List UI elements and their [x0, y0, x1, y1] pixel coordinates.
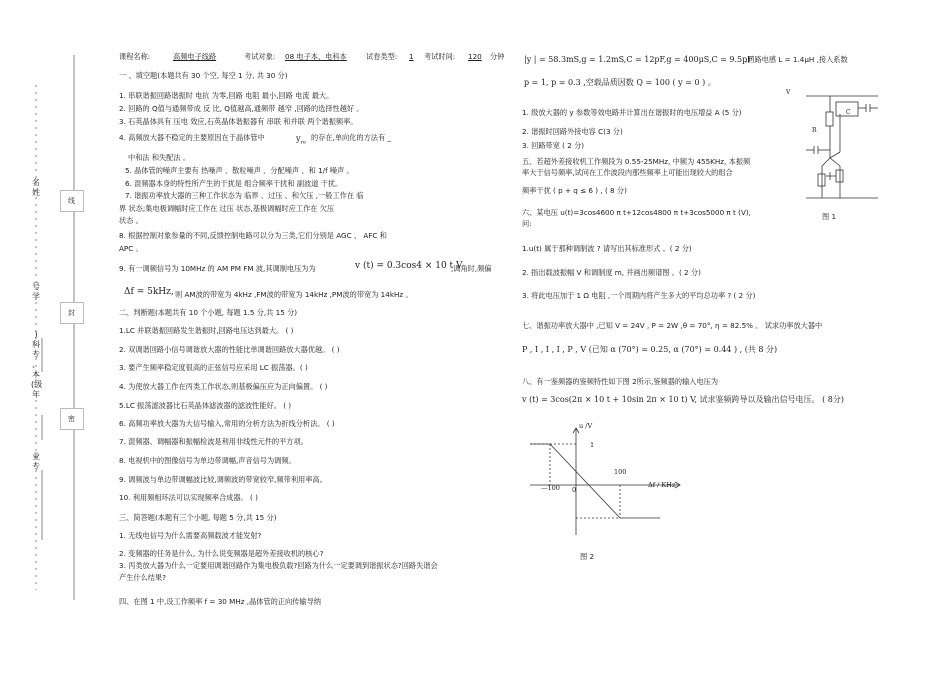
fig2-y-axis-label: u /V	[579, 422, 593, 430]
sec5-line-b: 率大于信号频率,试问在工作波段内那些频率上可能出现较大的组合	[522, 168, 733, 177]
fill-q1: 1. 串联谐振回路谐振时 电抗 为零,回路 电阻 最小,回路 电流 最大。	[119, 91, 334, 100]
sec6-q2: 2. 指出载波振幅 V 和调制度 m, 并画出频谱图 。( 2 分)	[522, 268, 701, 277]
section4-title: 四、在图 1 中,设工作频率 f = 30 MHz ,晶体管的正向传输导纳	[119, 597, 321, 606]
short-q1: 1. 无线电信号为什么需要高频载波才能发射?	[119, 531, 262, 540]
binding-seal-marker: 封	[60, 302, 84, 324]
judge-2: 2. 双调谐回路小信号调谐放大器的性能比单调谐回路放大器优越。 ( )	[119, 345, 340, 354]
short-q3a: 3. 丙类放大器为什么一定要用调谐回路作为集电极负载?回路为什么一定要调到谐振状态?回路失谐会	[119, 561, 438, 570]
fill-q9e: 则 AM波的带宽为 4kHz ,FM波的带宽为 14kHz ,PM波的带宽为 14kHz 。	[175, 290, 413, 299]
fig2-tick-0: 0	[572, 486, 577, 494]
judge-10: 10. 利用频相环法可以实现频率合成器。 ( )	[119, 493, 258, 502]
time-unit: 分钟	[490, 52, 505, 61]
fill-q7b: 界 状态;集电极调幅时应工作在 过压 状态,基极调幅时应工作在 欠压	[119, 204, 335, 213]
sec6-line-b: 问:	[522, 219, 532, 228]
sec4-q1: 1. 级放大器的 y 参数等效电路并计算出在谐振时的电压增益 A (5 分)	[522, 108, 742, 117]
fill-q9-formula: v (t) = 0.3cos4 × 10 t V	[355, 261, 463, 271]
section3-title: 三、简答题(本题有三个小题, 每题 5 分,共 15 分)	[119, 513, 277, 522]
sec6-line-a: 六、某电压 u(t)=3cos4600 π t+12cos4800 π t+3cos5000 π t (V),	[522, 208, 751, 217]
judge-8: 8. 电视机中的图像信号为单边带调幅,声音信号为调频。	[119, 456, 296, 465]
sec5-line-c: 频率干扰 ( p + q ≤ 6 ) , ( 8 分)	[522, 186, 627, 195]
type-label: 试卷类型:	[366, 52, 398, 61]
type-value: 1	[409, 52, 414, 61]
name-field-label: 名 姓	[32, 178, 40, 197]
fill-q4c: 中和法 和失配法 。	[128, 153, 191, 162]
sec7-line-b: P , I , I , I , P , V (已知 α (70°) = 0.25, α (70°) = 0.44 ) , (共 8 分)	[522, 345, 778, 354]
fill-q4a: 4. 高频放大器不稳定的主要原因在于晶体管中	[119, 133, 265, 142]
judge-5: 5.LC 振荡滤波器比石英晶体滤波器的滤波性能好。 ( )	[119, 401, 292, 410]
sec8-line-a: 八、有一鉴频器的鉴频特性如下图 2所示,鉴频器的输入电压为	[522, 377, 719, 386]
judge-1: 1.LC 并联谐振回路发生谐振时,回路电压达到最大。 ( )	[119, 326, 294, 335]
student-id-label: 号学	[32, 282, 40, 301]
fig1-c-label: C	[846, 109, 851, 116]
fill-q4b: 的存在,单向化的方法有 _	[311, 133, 392, 142]
fig2-x-axis-label: Δf / KHz	[648, 481, 676, 489]
target-label: 考试对象:	[244, 52, 276, 61]
course-value: 高频电子线路	[173, 52, 217, 61]
judge-4: 4. 为使放大器工作在丙类工作状态,则基极偏压应为正向偏置。 ( )	[119, 382, 328, 391]
judge-6: 6. 高频功率放大器为大信号输入,常用的分析方法为折线分析法。 ( )	[119, 419, 335, 428]
fill-q2: 2. 回路的 Q值与通频带成 反 比, Q值越高,通频带 越窄 ,回路的选择性越好 。	[119, 104, 364, 113]
figure-2-caption: 图 2	[580, 552, 595, 561]
fig2-tick-minus100: —100	[541, 484, 560, 492]
param-line-2: p = 1, p = 0.3 ,空载品质因数 Q = 100 ( y = 0 ) 。	[524, 78, 716, 87]
fill-q8a: 8. 根据控制对象参量的不同,反馈控制电路可以分为三类,它们分别是 AGC 、 AFC 和	[119, 231, 387, 240]
fig2-tick-1: 1	[590, 441, 595, 449]
yre-symbol: $y_{re}$	[296, 134, 306, 146]
sec4-q3: 3. 回路带宽 ( 2 分)	[522, 141, 585, 150]
sec5-line-a: 五、若超外差接收机工作频段为 0.55-25MHz, 中频为 455KHz, 本振频	[522, 157, 751, 166]
section1-title: 一 、填空题(本题共有 30 个空, 每空 1 分, 共 30 分)	[119, 71, 288, 80]
fig1-vcc-label: V	[786, 89, 791, 96]
judge-7: 7. 混频器、调幅器和振幅检波是利用非线性元件的平方项。	[119, 437, 308, 446]
figure-1-circuit	[796, 88, 888, 208]
fill-q7c: 状态 。	[119, 216, 143, 225]
figure-2-chart	[520, 420, 690, 540]
major-label: 业专	[32, 452, 40, 471]
param-line-1: |y | = 58.3mS,g = 1.2mS,C = 12pF,g = 400μS,C = 9.5pF	[524, 55, 753, 64]
judge-9: 9. 调频波与单边带调幅波比较,调频波的带宽较窄,频带利用率高。	[119, 475, 327, 484]
fig1-r-label: R	[812, 127, 817, 134]
fill-q9-deviation: Δf = 5kHz,	[124, 287, 174, 297]
section2-title: 二、判断题(本题共有 10 个小题, 每题 1.5 分,共 15 分)	[119, 308, 298, 317]
short-q3b: 产生什么结果?	[119, 573, 166, 582]
fill-q6: 6. 混频器本身的特性所产生的干扰是 组合频率干扰和 副波道 干扰。	[125, 179, 343, 188]
course-label: 课程名称:	[119, 52, 151, 61]
sec7-line-a: 七、谐振功率放大器中 ,已知 V = 24V , P = 2W ,θ = 70°, η = 82.5% 。 试求功率放大器中	[522, 321, 823, 330]
sec8-line-b: v (t) = 3cos(2π × 10 t + 10sin 2π × 10 t) V, 试求鉴频跨导以及输出信号电压。 ( 8分)	[522, 395, 844, 404]
figure-1-caption: 图 1	[822, 212, 837, 221]
fill-q5: 5. 晶体管的噪声主要有 热噪声 、散粒噪声 、分配噪声 、和 1/f 噪声 。	[125, 166, 354, 175]
fig2-tick-100: 100	[614, 468, 627, 476]
binding-secret-marker: 密	[60, 408, 84, 430]
judge-3: 3. 要产生频率稳定度很高的正弦信号应采用 LC 振荡器。( )	[119, 363, 308, 372]
param-line-1b: ,回路电感 L = 1.4μH ,接入系数	[745, 55, 848, 64]
time-label: 考试时间:	[424, 52, 456, 61]
fill-q9c: ,调角时,频偏	[451, 264, 492, 273]
fill-q7a: 7. 谐振功率放大器的三种工作状态为 临界 、过压 、和欠压 ,一般工作在 临	[125, 191, 364, 200]
fill-q9a: 9. 有一调频信号为 10MHz 的 AM PM FM 波,其调制电压为为	[119, 264, 316, 273]
fill-q8b: APC 。	[119, 244, 143, 253]
binding-line-marker: 线	[60, 190, 84, 212]
target-value: 08 电子本、电科本	[285, 52, 347, 61]
time-value: 120	[468, 52, 482, 61]
fill-q3: 3. 石英晶体具有 压电 效应,石英晶体谐振器有 串联 和并联 两个谐振频率。	[119, 117, 358, 126]
sec6-q1: 1.u(t) 属于那种调制波 ? 请写出其标准形式 。( 2 分)	[522, 244, 692, 253]
sec4-q2: 2. 谐振时回路外接电容 C(3 分)	[522, 127, 623, 136]
major-grade-label: )科专 、本(级年	[31, 330, 43, 399]
binding-margin	[0, 0, 110, 673]
short-q2: 2. 变频器的任务是什么, 为什么说变频器是超外差接收机的核心?	[119, 549, 324, 558]
sec6-q3: 3. 将此电压加于 1 Ω 电阻 ,一个周期内将产生多大的平均总功率 ? ( 2 分)	[522, 291, 756, 300]
